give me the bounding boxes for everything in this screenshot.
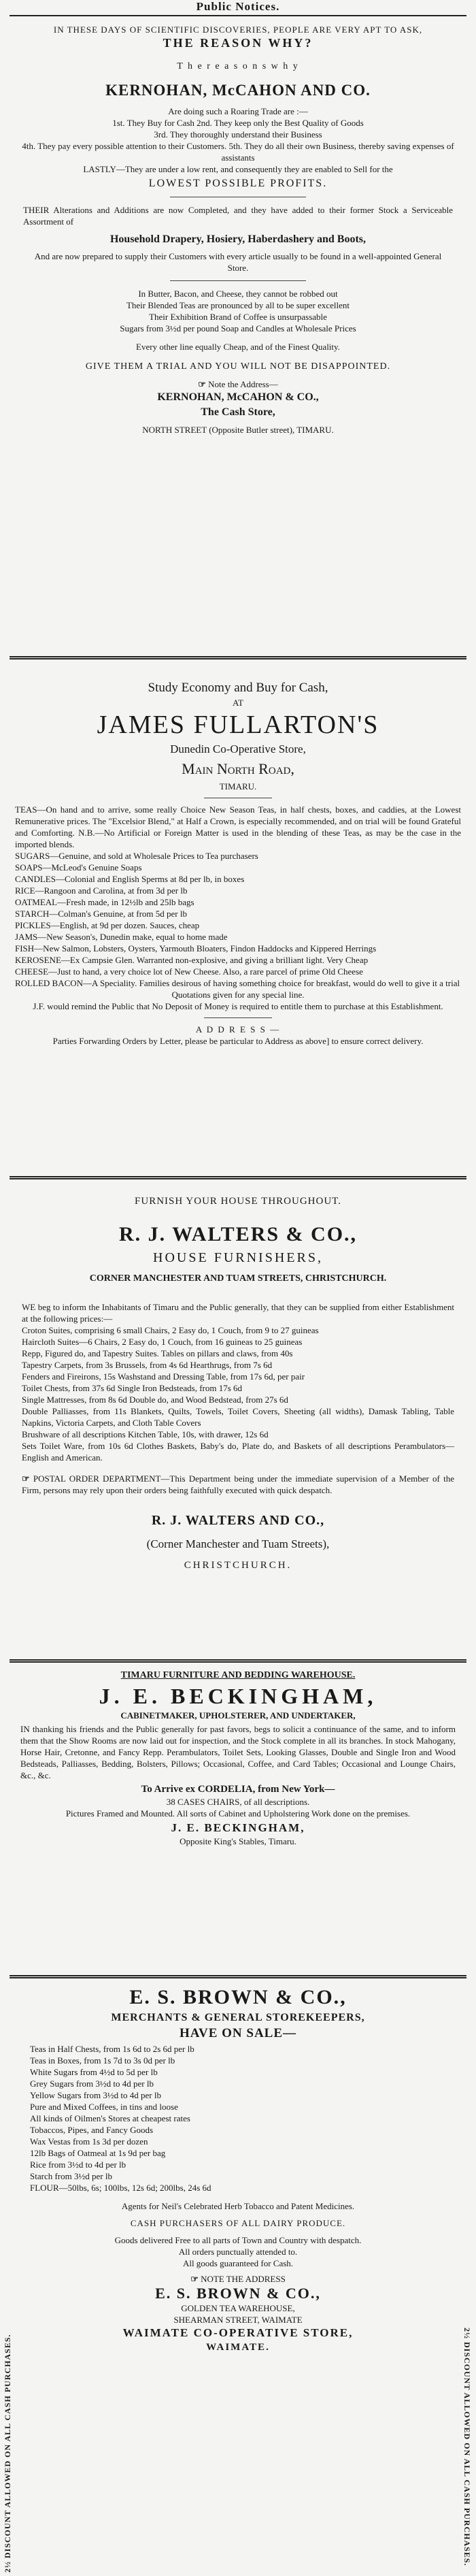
price-item: Quotations given for any special line.	[171, 990, 305, 1000]
warehouse: GOLDEN TEA WAREHOUSE,	[181, 2303, 295, 2313]
point: 4th. They pay every possible attention to their Customers. 5th. They do all their own Business, thereby saving expenses of assistants	[22, 141, 454, 163]
pointing-hand-icon: ☞	[190, 2274, 201, 2284]
firm-name: R. J. WALTERS & CO.,	[118, 1223, 358, 1245]
body: IN thanking his friends and the Public generally for past favors, begs to solicit a continuance of the same, and to inform them that the Show Rooms are now laid out for inspection, and the Stock complete in all its branches. In stock Mahogany, Horse Hair, Cretonne, and Fancy Repp. Perambulators, Toilet Sets, Looking Glasses, Double and Single Iron and Wood Bedsteads, Palliasses, Bedding, Bolsters, Pillows; Occasional, Coffee, and Card Tables; Occasional and Lounge Chairs, &c., &c.	[20, 1724, 456, 1780]
price-item: J.F. would remind the Public that No Deposit of Money is required to entitle them to purchase at this Establishment.	[33, 1001, 443, 1011]
price-item: KEROSENE—Ex Campsie Glen. Warranted non-explosive, and giving a brilliant light. Very Cheap	[15, 955, 369, 965]
coffee: Their Exhibition Brand of Coffee is unsurpassable	[149, 312, 327, 322]
divider	[0, 1176, 476, 1179]
note-address: ☞ Note the Address—	[198, 379, 278, 389]
firm-name-2: KERNOHAN, McCAHON & CO.,	[157, 391, 319, 403]
store-name: Dunedin Co-Operative Store,	[170, 743, 306, 755]
page-title: Public Notices.	[196, 0, 280, 13]
furniture-item: Sets Toilet Ware, from 10s 6d Clothes Baskets, Baby's do, Plate do, and Baskets of all descriptions Perambulators—English and American.	[22, 1441, 454, 1463]
price-item: OATMEAL—Fresh made, in 12½lb and 25lb bags	[15, 897, 194, 907]
every: Every other line equally Cheap, and of the Finest Quality.	[136, 342, 340, 352]
cash: All goods guaranteed for Cash.	[182, 2258, 294, 2268]
agents: Agents for Neil's Celebrated Herb Tobacco and Patent Medicines.	[121, 2201, 355, 2211]
street: SHEARMAN STREET, WAIMATE	[173, 2315, 303, 2325]
sale-item: Teas in Boxes, from 1s 7d to 3s 0d per lb	[30, 2055, 175, 2066]
firm-name-2: R. J. WALTERS AND CO.,	[151, 1513, 325, 1528]
tagline: FURNISH YOUR HOUSE THROUGHOUT.	[135, 1196, 341, 1207]
firm-name: E. S. BROWN & CO.,	[129, 1986, 347, 2008]
headline: IN THESE DAYS OF SCIENTIFIC DISCOVERIES, PEOPLE ARE VERY APT TO ASK,	[53, 25, 423, 35]
price-item: FISH—New Salmon, Lobsters, Oysters, Yarmouth Bloaters, Findon Haddocks and Kippered Herrings	[15, 943, 377, 953]
road: Main North Road,	[182, 760, 294, 777]
point: 3rd. They thoroughly understand their Business	[154, 129, 322, 140]
city: CHRISTCHURCH.	[184, 1560, 292, 1571]
fullarton-advert	[0, 667, 476, 1047]
tagline: TIMARU FURNITURE AND BEDDING WAREHOUSE.	[120, 1670, 356, 1680]
brown-advert	[0, 1985, 476, 2354]
firm-name-2: E. S. BROWN & CO.,	[155, 2285, 321, 2302]
divider	[0, 656, 476, 659]
drapery: Household Drapery, Hosiery, Haberdashery and Boots,	[109, 233, 367, 245]
firm-name: KERNOHAN, McCAHON AND CO.	[105, 82, 371, 99]
kernohan-advert	[0, 19, 476, 436]
reasons-line: T h e r e a s o n s w h y	[177, 61, 299, 71]
price-list	[0, 804, 476, 1012]
sale-item: Yellow Sugars from 3½d to 4d per lb	[30, 2090, 161, 2100]
arrive: To Arrive ex CORDELIA, from New York—	[141, 1784, 335, 1795]
dairy: CASH PURCHASERS OF ALL DAIRY PRODUCE.	[130, 2218, 346, 2228]
price-item: JAMS—New Season's, Dunedin make, equal to home made	[15, 932, 228, 942]
price-item: CANDLES—Colonial and English Sperms at 8d per lb, in boxes	[15, 874, 245, 884]
sale-item: Pure and Mixed Coffees, in tins and loose	[30, 2102, 178, 2112]
corner-2: (Corner Manchester and Tuam Streets),	[146, 1537, 330, 1550]
teas: Their Blended Teas are pronounced by all to be super excellent	[126, 300, 350, 310]
town: WAIMATE.	[206, 2342, 270, 2353]
address-body: Parties Forwarding Orders by Letter, please be particular to Address as above] to ensure correct delivery.	[52, 1036, 424, 1046]
sale-item: Wax Vestas from 1s 3d per dozen	[30, 2136, 148, 2147]
address: Opposite King's Stables, Timaru.	[180, 1836, 296, 1846]
price-item: SUGARS—Genuine, and sold at Wholesale Prices to Tea purchasers	[15, 851, 258, 861]
intro: Are doing such a Roaring Trade are :—	[168, 106, 308, 116]
sale-item: All kinds of Oilmen's Stores at cheapest rates	[30, 2113, 190, 2123]
orders: All orders punctually attended to.	[178, 2247, 298, 2257]
trade: HOUSE FURNISHERS,	[153, 1250, 323, 1265]
furniture-item: Repp, Figured do, and Tapestry Suites. Tables on pillars and claws, from 40s	[22, 1348, 293, 1358]
merchant-name: JAMES FULLARTON'S	[97, 711, 379, 739]
divider	[0, 1975, 476, 1978]
walters-advert	[0, 1187, 476, 1574]
price-item: PICKLES—English, at 9d per dozen. Sauces, cheap	[15, 920, 200, 930]
name-2: J. E. BECKINGHAM,	[171, 1821, 305, 1834]
town: TIMARU.	[219, 781, 257, 792]
sale-item: FLOUR—50lbs, 6s; 100lbs, 12s 6d; 200lbs, 24s 6d	[30, 2183, 211, 2193]
divider	[0, 1659, 476, 1663]
side-notice-right: 2½ DISCOUNT ALLOWED ON ALL CASH PURCHASES.	[462, 2328, 472, 2566]
price-item: ROLLED BACON—A Speciality. Families desirous of having something choice for breakfast, would do well to give it a trial	[15, 978, 460, 988]
point: LASTLY—They are under a low rent, and consequently they are enabled to Sell for the	[83, 164, 393, 174]
sugars: Sugars from 3½d per pound Soap and Candles at Wholesale Prices	[120, 323, 356, 333]
at-label: AT	[233, 698, 243, 708]
sale-item: White Sugars from 4½d to 5d per lb	[30, 2067, 158, 2077]
goods: Goods delivered Free to all parts of Town and Country with despatch.	[114, 2235, 362, 2245]
alterations: THEIR Alterations and Additions are now Completed, and they have added to their former Stock a Serviceable Assortment of	[23, 205, 453, 227]
trial: GIVE THEM A TRIAL AND YOU WILL NOT BE DISAPPOINTED.	[85, 361, 391, 372]
points-list	[0, 117, 476, 175]
beckingham-advert	[0, 1669, 476, 1847]
pointing-hand-icon: ☞	[22, 1473, 33, 1484]
furniture-item: Single Mattresses, from 8s 6d Double do, and Wood Bedstead, from 27s 6d	[22, 1395, 288, 1405]
point: 1st. They Buy for Cash 2nd. They keep only the Best Quality of Goods	[112, 118, 364, 128]
sale-item: Starch from 3½d per lb	[30, 2171, 112, 2181]
trade: MERCHANTS & GENERAL STOREKEEPERS,	[111, 2012, 365, 2023]
price-item: CHEESE—Just to hand, a very choice lot of New Cheese. Also, a rare parcel of prime Old Cheese	[15, 966, 363, 977]
furniture-item: Croton Suites, comprising 6 small Chairs, 2 Easy do, 1 Couch, from 9 to 27 guineas	[22, 1325, 319, 1335]
store-name: The Cash Store,	[201, 406, 275, 418]
furniture-item: Brushware of all descriptions Kitchen Table, 10s, with drawer, 12s 6d	[22, 1429, 269, 1439]
sale-item: 12lb Bags of Oatmeal at 1s 9d per bag	[30, 2148, 166, 2158]
question: THE REASON WHY?	[163, 36, 313, 50]
furniture-item: Haircloth Suites—6 Chairs, 2 Easy do, 1 Couch, from 16 guineas to 25 guineas	[22, 1337, 303, 1347]
furniture-item: Toilet Chests, from 37s 6d Single Iron Bedsteads, from 17s 6d	[22, 1383, 243, 1393]
address-head: A D D R E S S —	[195, 1024, 281, 1034]
prepared: And are now prepared to supply their Customers with every article usually to be found in a well-appointed General Store.	[34, 251, 442, 273]
furniture-item: Fenders and Fireirons, 15s Washstand and Dressing Table, from 17s 6d, per pair	[22, 1371, 305, 1382]
frames: Pictures Framed and Mounted. All sorts of Cabinet and Upholstering Work done on the premises.	[65, 1808, 411, 1819]
side-notice-left: 2½ DISCOUNT ALLOWED ON ALL CASH PURCHASES.	[3, 2334, 12, 2573]
pointing-hand-icon: ☞	[198, 379, 209, 389]
sale-item: Tobaccos, Pipes, and Fancy Goods	[30, 2125, 154, 2135]
furniture-item: Double Palliasses, from 11s Blankets, Quilts, Towels, Toilet Covers, Sheeting (all widths), Damask Tabling, Table Napkins, Victoria Carpets, and Cloth Table Covers	[22, 1406, 454, 1428]
butter: In Butter, Bacon, and Cheese, they cannot be robbed out	[138, 289, 338, 299]
note-address: ☞ NOTE THE ADDRESS	[190, 2274, 286, 2284]
chairs: 38 CASES CHAIRS, of all descriptions.	[166, 1797, 310, 1807]
have-on-sale: HAVE ON SALE—	[179, 2026, 297, 2040]
name: J. E. BECKINGHAM,	[99, 1684, 377, 1708]
price-item: STARCH—Colman's Genuine, at from 5d per lb	[15, 909, 187, 919]
price-item: RICE—Rangoon and Carolina, at from 3d per lb	[15, 885, 188, 896]
lowest-profits: LOWEST POSSIBLE PROFITS.	[148, 178, 328, 189]
furniture-list	[0, 1288, 476, 1463]
tagline: Study Economy and Buy for Cash,	[148, 681, 328, 695]
co-op-store: WAIMATE CO-OPERATIVE STORE,	[122, 2326, 354, 2339]
street: NORTH STREET (Opposite Butler street), TIMARU.	[142, 425, 334, 435]
postal-order: ☞ POSTAL ORDER DEPARTMENT—This Department being under the immediate supervision of a Member of the Firm, persons may rely upon their orders being faithfully executed with quick despatch.	[22, 1473, 454, 1495]
price-item: SOAPS—McLeod's Genuine Soaps	[15, 862, 142, 873]
price-item: TEAS—On hand and to arrive, some really Choice New Season Teas, in half chests, boxes, and caddies, at the Lowest Remunerative prices. The "Excelsior Blend," at Half a Crown, is especially recommended, and on trial will be found Grateful and Comforting. N.B.—No Artificial or Foreign Matter is used in the blending of these Teas, as may be the case in the imported blends.	[15, 804, 461, 849]
furniture-item: Tapestry Carpets, from 3s Brussels, from 4s 6d Hearthrugs, from 7s 6d	[22, 1360, 273, 1370]
sale-item: Teas in Half Chests, from 1s 6d to 2s 6d per lb	[30, 2044, 194, 2054]
sale-item: Grey Sugars from 3½d to 4d per lb	[30, 2078, 154, 2089]
sale-item: Rice from 3½d to 4d per lb	[30, 2159, 126, 2170]
corner: CORNER MANCHESTER AND TUAM STREETS, CHRISTCHURCH.	[89, 1273, 387, 1284]
trade: CABINETMAKER, UPHOLSTERER, AND UNDERTAKER,	[120, 1710, 356, 1721]
sale-list	[0, 2042, 476, 2194]
header	[0, 0, 476, 16]
furniture-item: WE beg to inform the Inhabitants of Timaru and the Public generally, that they can be supplied from either Establishment at the following prices:—	[22, 1302, 454, 1324]
